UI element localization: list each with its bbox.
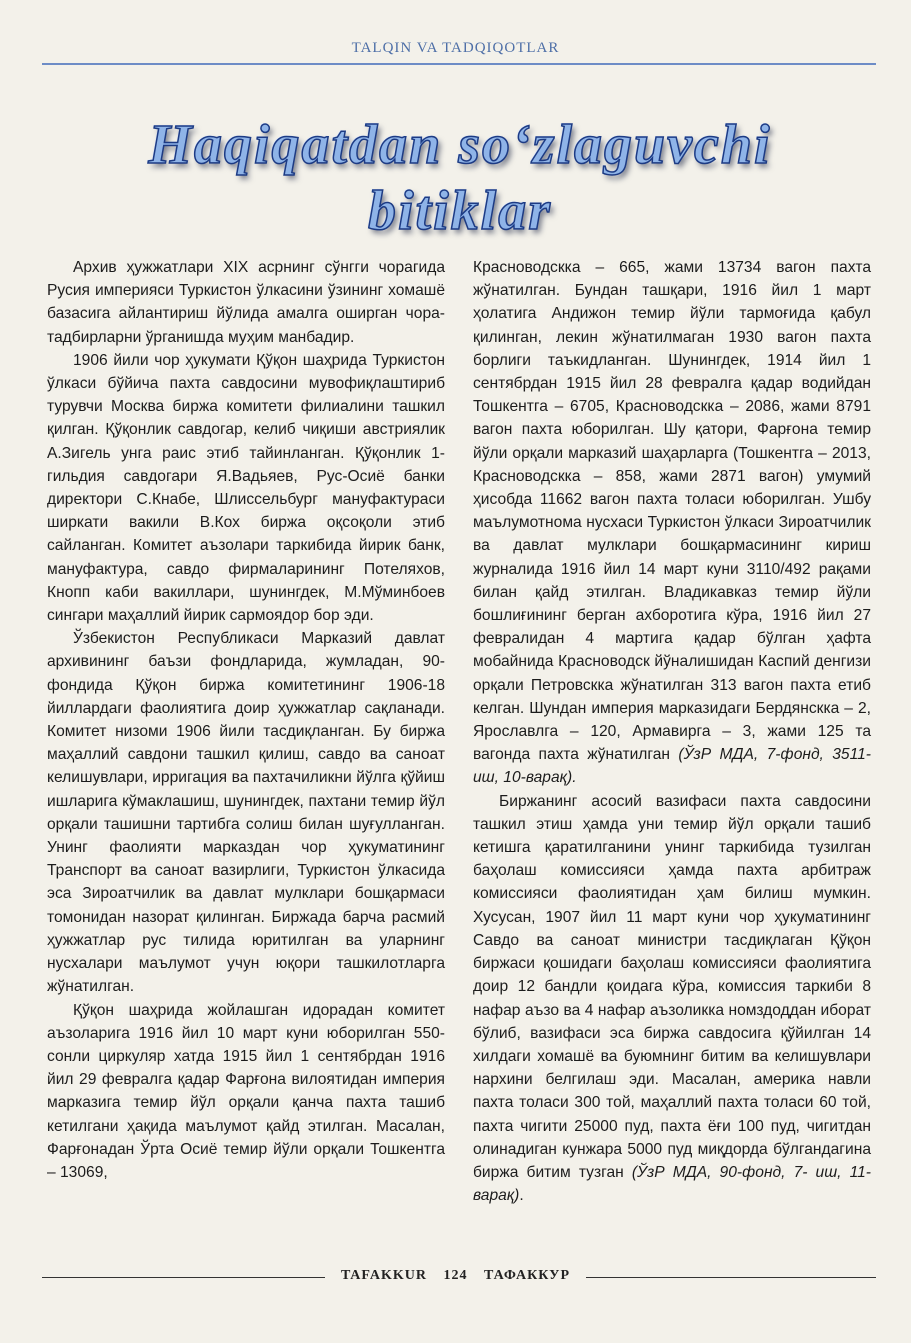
header-rule: [42, 63, 876, 65]
archive-reference: (ЎзР МДА, 7-фонд, 3511-иш, 10-варақ).: [473, 746, 871, 787]
article-title-line-1: Haqiqatdan so‘zlaguvchi: [148, 114, 772, 176]
paragraph: Қўқон шаҳрида жойлашган идорадан комитет аъзоларига 1916 йил 10 март куни юборилган 550-сонли циркуляр хатда 1915 йил 1 сентябрдан 1916 йил 29 февралга қадар Фарғона вилоятидан империя марказига темир йўл орқали қанча пахта ташиб кетилгани ҳақида маълумот қайд этилган. Масалан, Фарғонадан Ўрта Осиё темир йўли орқали Тошкентга – 13069,: [47, 1001, 445, 1181]
footer-rule-right: [586, 1277, 876, 1278]
footer-journal-latin: TAFAKKUR: [340, 1268, 428, 1283]
archive-reference: (ЎзР МДА, 90-фонд, 7- иш, 11-варақ): [473, 1163, 871, 1205]
paragraph: Ўзбекистон Республикаси Марказий давлат архивининг баъзи фондларида, жумладан, 90-фондида Қўқон биржа комитетининг 1906-18 йиллардаги фаолиятига доир ҳужжатлар сақланади. Комитет низоми 1906 йили тасдиқланган. Бу биржа маҳаллий савдони ташкил қилиш, савдо ва саноат келишувлари, ирригация ва пахтачиликни йўлга қўйиш ишларига кўмаклашиш, шунингдек, пахтани темир йўл орқали ташишни тартибга солиш билан шуғулланган. Унинг фаолияти марказдан чор ҳукуматининг Транспорт ва саноат вазирлиги, Туркистон ўлкасида эса Зироатчилик ва давлат мулклари бошқармаси томонидан назорат қилинган. Биржада барча расмий ҳужжатлар рус тилида юритилган ва уларнинг нусхалари маълумот учун юқори ташкилотларга жўнатилган.: [47, 630, 445, 996]
article-title: [80, 112, 840, 244]
paragraph-text: Красноводскка – 665, жами 13734 вагон пахта жўнатилган. Бундан ташқари, 1916 йил 1 март ҳолатига Андижон темир йўли тармоғида қабул қилинган, лекин жўнатилмаган 1930 вагон пахта борлиги таъкидланган. Шунингдек, 1914 йил 1 сентябрдан 1915 йил 28 февралга қадар водийдан Тошкентга – 6705, Красноводскка – 2086, жами 8791 вагон пахта юборилган. Шу қатори, Фарғона темир йўли орқали марказий шаҳарларга (Тошкентга – 2013, Красноводскка – 858, жами 2871 вагон) умумий ҳисобда 11662 вагон пахта толаси юборилган. Ушбу маълумотнома нусхаси Туркистон ўлкаси Зироатчилик ва давлат мулклари бошқармасининг кириш журналида 1916 йил 14 март куни 3110/492 рақами билан қайд этилган. Владикавказ темир йўли бошлиғининг берган ахборотига кўра, 1916 йил 27 февралидан 4 мартига қадар бўлган ҳафта мобайнида Красноводск йўналишидан Каспий денгизи орқали Петровскка жўнатилган 313 вагон пахта етиб келган. Шундан империя марказидаги Бердянскка – 2, Ярославлга – 120, Армавирга – 3, жами 125 та вагонда пахта жўнатилган: [473, 259, 871, 764]
page-number: 124: [443, 1268, 468, 1283]
paragraph: 1906 йили чор ҳукумати Қўқон шаҳрида Туркистон ўлкаси бўйича пахта савдосини мувофиқлаштириб турувчи Москва биржа комитети филиалини ташкил қилган. Қўқонлик савдогар, келиб чиқиши австриялик А.Зигель унга раис этиб тайинланган. Қўқонлик 1-гильдия савдогари Я.Вадьяев, Рус-Осиё банки директори С.Кнабе, Шлиссельбург мануфактураси ширкати вакили В.Кох биржа оқсоқоли этиб сайланган. Комитет аъзолари таркибида йирик банк, мануфактура, савдо фирмаларининг Потеляхов, Кнопп каби вакиллари, шунингдек, М.Мўминбоев сингари маҳаллий йирик сармоядор бор эди.: [47, 351, 445, 625]
paragraph-text: Биржанинг асосий вазифаси пахта савдосини ташкил этиш ҳамда уни темир йўл орқали ташиб кетишга қаратилганини унинг таркибида тузилган баҳолаш комиссияси ҳамда пахта арбитраж комиссияси фаолиятидан ҳам билиш мумкин. Хусусан, 1907 йил 11 март куни чор ҳукуматининг Савдо ва саноат министри тасдиқлаган Қўқон биржаси қошидаги баҳолаш комиссияси фаолиятига доир 12 бандли қоидага кўра, комиссия таркиби 8 нафар аъзо ва 4 нафар аъзоликка номздоддан иборат бўлиб, вазифаси эса биржа савдосига қўйилган 14 хилдаги хомашё ва буюмнинг битим ва келишувлари нархини белгилаш эди. Масалан, америка навли пахта толаси 300 той, маҳаллий пахта толаси 60 той, пахта чигити 25000 пуд, пахта ёғи 100 пуд, чигитдан олинадиган кунжара 5000 пуд миқдорда бўлгандагина биржа битим тузган: [473, 792, 871, 1181]
article-title-line-2: bitiklar: [367, 180, 553, 242]
section-header: TALQIN VA TADQIQOTLAR: [351, 40, 560, 56]
paragraph: [473, 790, 871, 1208]
footer-journal-cyrillic: ТАФАККУР: [484, 1268, 571, 1283]
left-column: [47, 256, 445, 1184]
right-column: [473, 256, 871, 1207]
paragraph: Архив ҳужжатлари XIX асрнинг сўнгги чорагида Русия империяси Туркистон ўлкасини ўзининг хомашё базасига айлантириш йўлида амалга оширган чора-тадбирларни ўрганишда муҳим манбадир.: [47, 259, 445, 346]
page-footer: [0, 1268, 911, 1284]
paragraph: [473, 256, 871, 790]
paragraph-end: .: [519, 1187, 524, 1205]
